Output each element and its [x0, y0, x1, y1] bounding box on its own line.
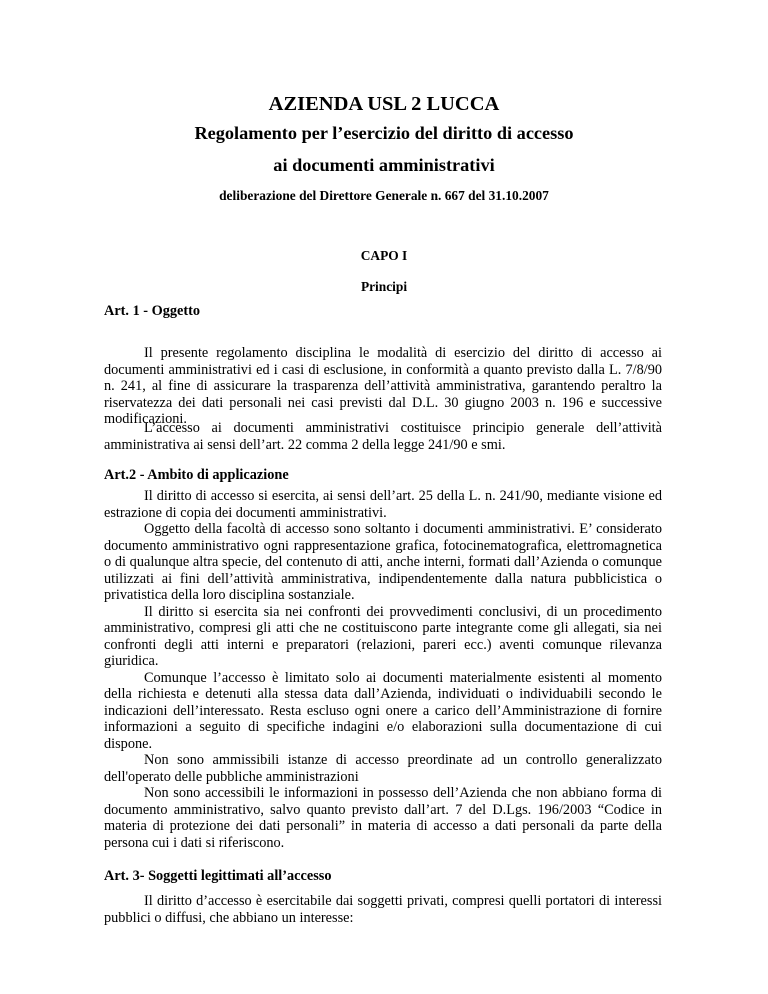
- paragraph-text: Il diritto d’accesso è esercitabile dai soggetti privati, compresi quelli portatori di interessi pubblici o diffusi, che abbiano un interesse:: [104, 893, 662, 926]
- deliberation-reference: deliberazione del Direttore Generale n. 667 del 31.10.2007: [219, 188, 549, 203]
- paragraph-text: Il presente regolamento disciplina le modalità di esercizio del diritto di accesso ai documenti amministrativi ed i casi di esclusione, in conformità a quanto previsto dalla L. 7/8/90 n. 241, al fine di assicurare la trasparenza dell’attività amministrativa, garantendo peraltro la riservatezza dei dati personali nei casi previsti dal D.L. 30 giugno 2003 n. 196 e successive modificazioni.: [104, 345, 662, 427]
- paragraph-text: Oggetto della facoltà di accesso sono soltanto i documenti amministrativi. E’ considerato documento amministrativo ogni rappresentazione grafica, fotocinematografica, elettromagnetica o di qualunque altra specie, del contenuto di atti, anche interni, formati dall’Azienda o comunque utilizzati ai fini dell’attività amministrativa, indipendentemente dalla natura pubblicistica o privatistica della loro disciplina sostanziale.: [104, 521, 662, 603]
- article-3-heading: Art. 3- Soggetti legittimati all’accesso: [104, 868, 332, 884]
- article-1-heading: Art. 1 - Oggetto: [104, 303, 201, 319]
- paragraph-text: Il diritto di accesso si esercita, ai sensi dell’art. 25 della L. n. 241/90, mediante visione ed estrazione di copia dei documenti amministrativi.: [104, 488, 662, 521]
- paragraph-text: L’accesso ai documenti amministrativi costituisce principio generale dell’attività amministrativa ai sensi dell’art. 22 comma 2 della legge 241/90 e smi.: [104, 420, 662, 453]
- article-3-body: [104, 893, 662, 926]
- paragraph-text: Comunque l’accesso è limitato solo ai documenti materialmente esistenti al momento della richiesta e detenuti alla stessa data dall’Azienda, individuati o individuabili secondo le indicazioni dell’interessato. Resta escluso ogni onere a carico dell’Amministrazione di fornire informazioni a seguito di specifiche indagini e/o elaborazioni sulla documentazione di cui dispone.: [104, 669, 662, 752]
- chapter-number: CAPO I: [360, 248, 408, 263]
- article-1-paragraph-1: [104, 345, 662, 428]
- article-1-paragraph-2: [104, 420, 662, 453]
- document-subtitle-line-2: ai documenti amministrativi: [273, 155, 495, 175]
- document-title: AZIENDA USL 2 LUCCA: [268, 93, 500, 115]
- paragraph-text: Non sono accessibili le informazioni in possesso dell’Azienda che non abbiano forma di documento amministrativo, salvo quanto previsto dall’art. 7 del D.Lgs. 196/2003 “Codice in materia di protezione dei dati personali” in materia di accesso a dati personali da parte della persona cui i dati si riferiscono.: [104, 785, 662, 851]
- article-2-heading: Art.2 - Ambito di applicazione: [104, 467, 289, 483]
- article-2-body: [104, 488, 662, 851]
- chapter-name: Principi: [360, 279, 408, 294]
- paragraph-text: Il diritto si esercita sia nei confronti dei provvedimenti conclusivi, di un procedimento amministrativo, compresi gli atti che ne costituiscono parte integrante come gli allegati, sia nei confronti degli atti interni e preparatori (relazioni, pareri ecc.) aventi comunque rilevanza giuridica.: [104, 603, 662, 669]
- paragraph-text: Non sono ammissibili istanze di accesso preordinate ad un controllo generalizzato dell'operato delle pubbliche amministrazioni: [104, 752, 662, 785]
- document-subtitle-line-1: Regolamento per l’esercizio del diritto di accesso: [194, 123, 574, 143]
